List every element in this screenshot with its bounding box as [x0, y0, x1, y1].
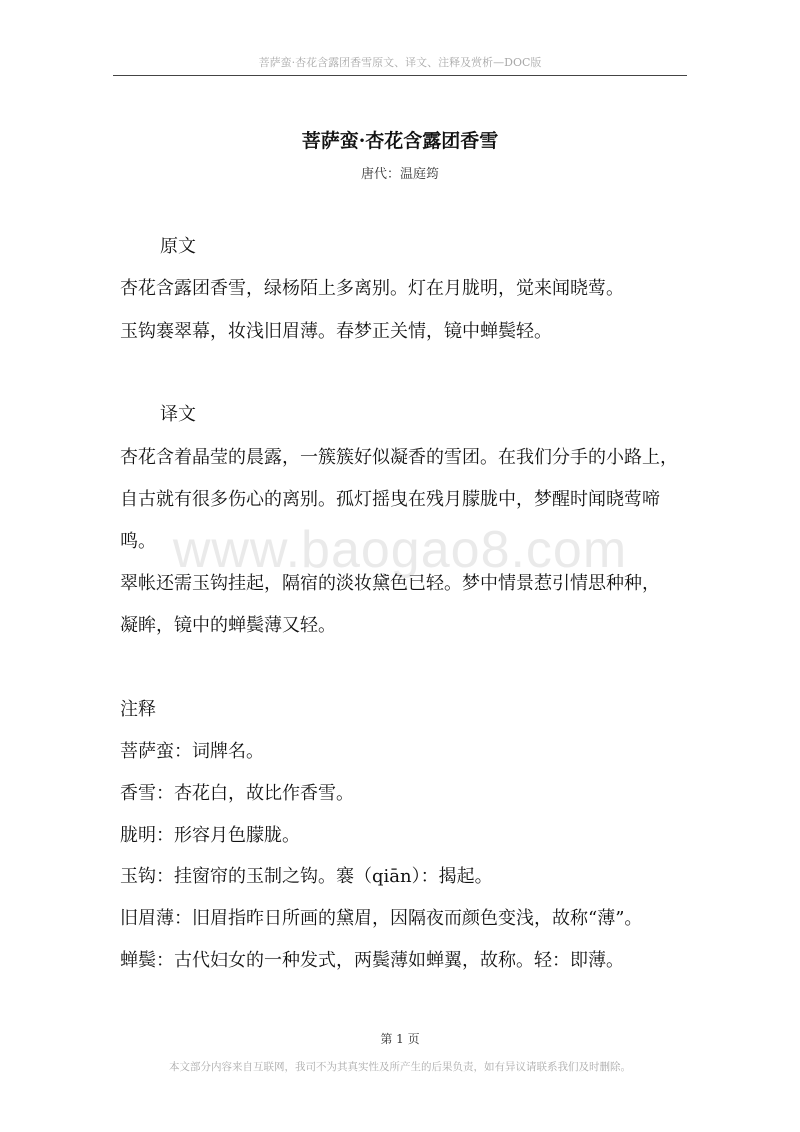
- section-heading-translation: 译文: [160, 404, 196, 425]
- note-line: 香雪：杏花白，故比作香雪。: [120, 783, 354, 804]
- translation-line: 翠帐还需玉钩挂起，隔宿的淡妆黛色已轻。梦中情景惹引情思种种，: [120, 573, 660, 594]
- section-heading-original: 原文: [160, 236, 196, 257]
- translation-line: 凝眸，镜中的蝉鬓薄又轻。: [120, 615, 336, 636]
- translation-line: 杏花含着晶莹的晨露，一簇簇好似凝香的雪团。在我们分手的小路上，: [120, 447, 678, 468]
- note-line: 胧明：形容月色朦胧。: [120, 825, 300, 846]
- author-line: 唐代：温庭筠: [360, 167, 439, 182]
- note-line: 菩萨蛮：词牌名。: [120, 741, 264, 762]
- watermark: www.baogao8.com: [172, 521, 628, 579]
- note-line: 旧眉薄：旧眉指昨日所画的黛眉，因隔夜而颜色变浅，故称“薄”。: [120, 908, 643, 929]
- section-heading-notes: 注释: [120, 699, 156, 720]
- note-line: 玉钩：挂窗帘的玉制之钩。褰（qiān）：揭起。: [120, 866, 493, 887]
- translation-line: 鸣。: [120, 531, 156, 552]
- page-title: 菩萨蛮·杏花含露团香雪: [301, 130, 499, 152]
- translation-line: 自古就有很多伤心的离别。孤灯摇曳在残月朦胧中，梦醒时闻晓莺啼: [120, 489, 660, 510]
- note-line: 蝉鬓：古代妇女的一种发式，两鬓薄如蝉翼，故称。轻：即薄。: [120, 950, 624, 971]
- header-divider: [113, 75, 687, 76]
- original-line: 杏花含露团香雪，绿杨陌上多离别。灯在月胧明，觉来闻晓莺。: [120, 278, 624, 299]
- running-header: 菩萨蛮·杏花含露团香雪原文、译文、注释及赏析—DOC版: [258, 56, 542, 69]
- page-number: 第 1 页: [380, 1032, 420, 1046]
- footer-disclaimer: 本文部分内容来自互联网，我司不为其真实性及所产生的后果负责，如有异议请联系我们及时删除。: [169, 1061, 631, 1073]
- original-line: 玉钩褰翠幕，妆浅旧眉薄。春梦正关情，镜中蝉鬓轻。: [120, 321, 552, 342]
